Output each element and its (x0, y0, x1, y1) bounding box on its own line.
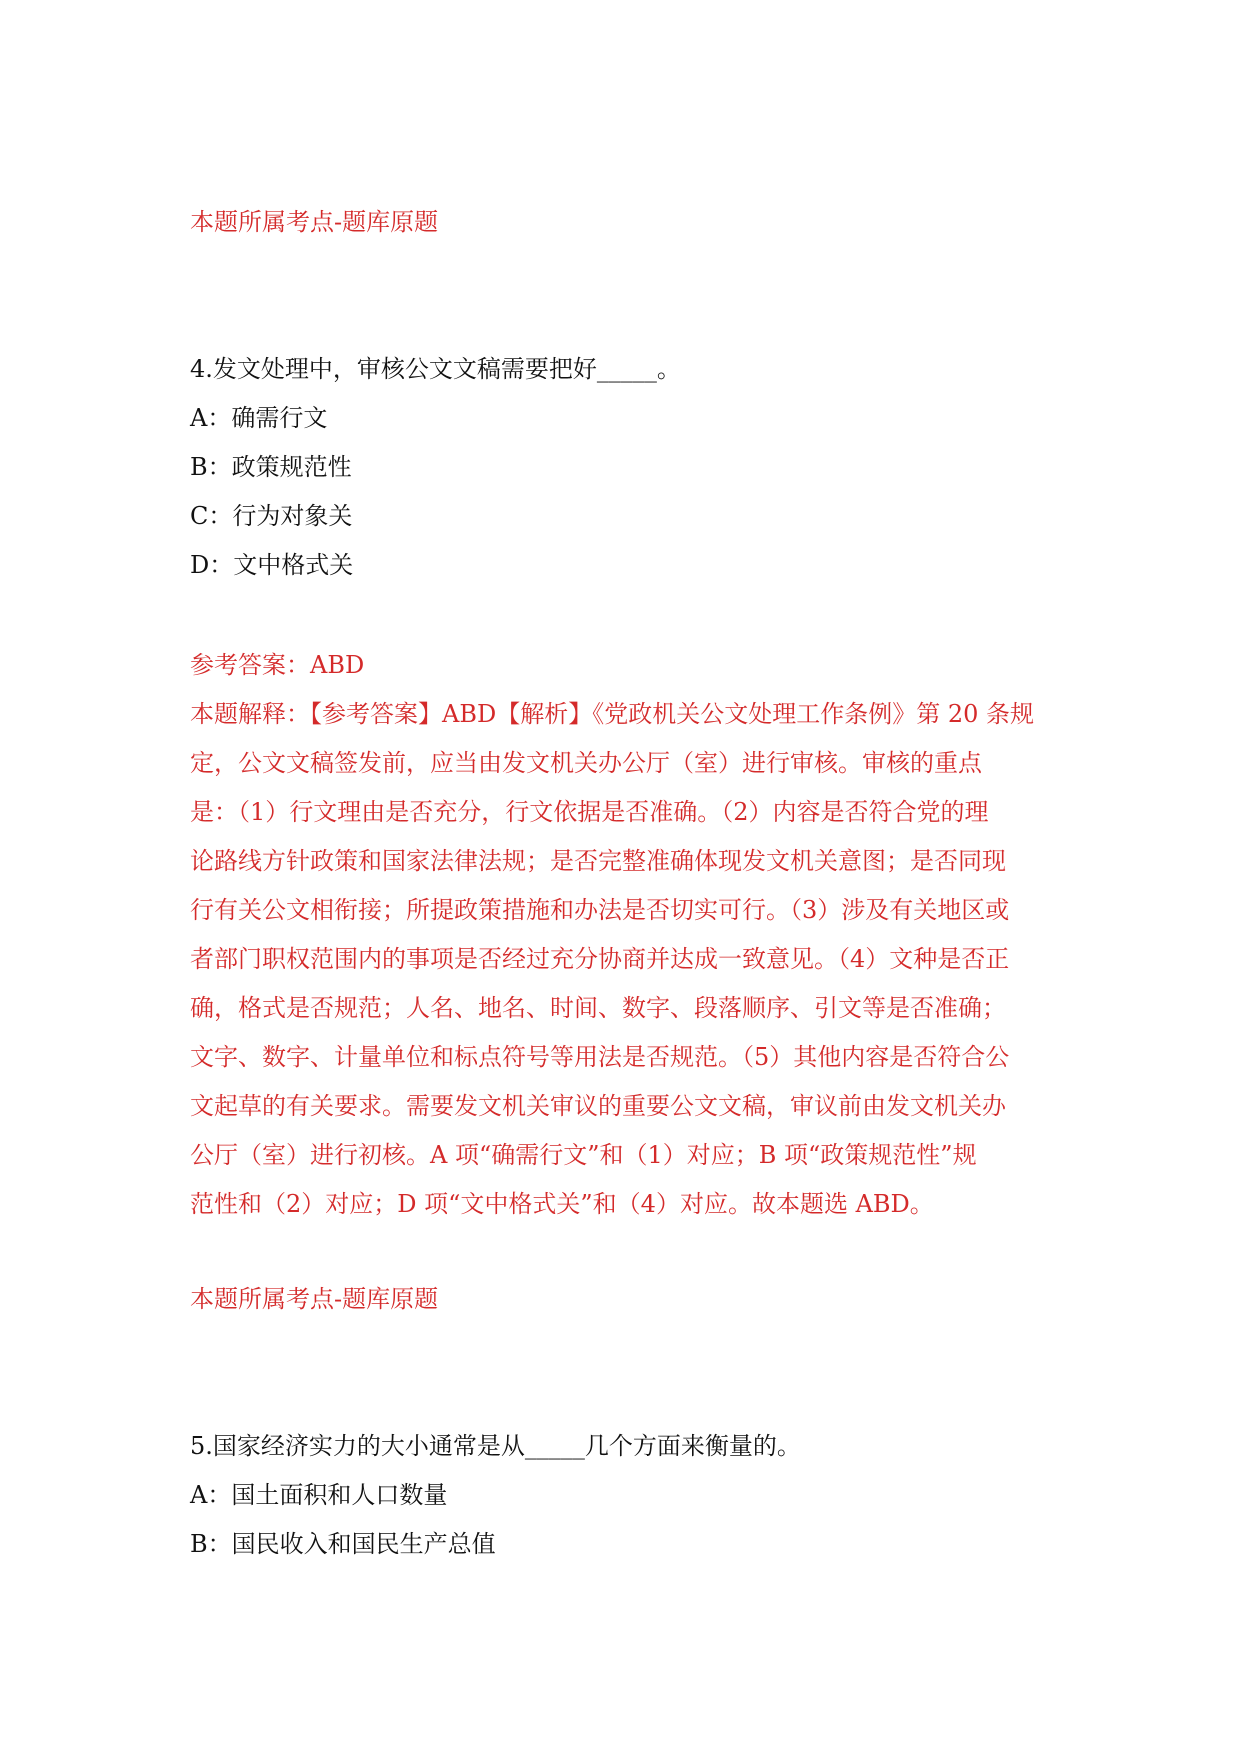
explanation-line: 文起草的有关要求。需要发文机关审议的重要公文文稿，审议前由发文机关办 (190, 1092, 1006, 1120)
q4-explanation (190, 690, 1060, 1229)
explanation-line: 公厅（室）进行初核。A 项“确需行文”和（1）对应；B 项“政策规范性”规 (190, 1141, 977, 1169)
explanation-line: 行有关公文相衔接；所提政策措施和办法是否切实可行。（3）涉及有关地区或 (190, 896, 1010, 924)
explanation-line: 确，格式是否规范；人名、地名、时间、数字、段落顺序、引文等是否准确； (190, 994, 1006, 1022)
explanation-line: 范性和（2）对应；D 项“文中格式关”和（4）对应。故本题选 ABD。 (190, 1190, 934, 1218)
explanation-line: 者部门职权范围内的事项是否经过充分协商并达成一致意见。（4）文种是否正 (190, 945, 1010, 973)
q4-option-b: B：政策规范性 (190, 453, 352, 481)
q4-option-c: C：行为对象关 (190, 502, 353, 530)
explanation-line: 是：（1）行文理由是否充分，行文依据是否准确。（2）内容是否符合党的理 (190, 798, 989, 826)
kaodian-label-q4: 本题所属考点-题库原题 (190, 1285, 439, 1313)
q5-option-b: B：国民收入和国民生产总值 (190, 1530, 496, 1558)
explanation-line: 本题解释：【参考答案】ABD【解析】《党政机关公文处理工作条例》第 20 条规 (190, 700, 1035, 728)
q5-option-a: A：国土面积和人口数量 (190, 1481, 448, 1509)
explanation-line: 文字、数字、计量单位和标点符号等用法是否规范。（5）其他内容是否符合公 (190, 1043, 1010, 1071)
q4-option-d: D：文中格式关 (190, 551, 354, 579)
question-4-text: 4.发文处理中，审核公文文稿需要把好_____。 (190, 355, 681, 383)
q4-option-a: A：确需行文 (190, 404, 328, 432)
q4-answer: 参考答案：ABD (190, 651, 365, 679)
kaodian-label-top: 本题所属考点-题库原题 (190, 208, 439, 236)
explanation-line: 定，公文文稿签发前，应当由发文机关办公厅（室）进行审核。审核的重点 (190, 749, 982, 777)
question-5-text: 5.国家经济实力的大小通常是从_____几个方面来衡量的。 (190, 1432, 801, 1460)
explanation-line: 论路线方针政策和国家法律法规；是否完整准确体现发文机关意图；是否同现 (190, 847, 1006, 875)
